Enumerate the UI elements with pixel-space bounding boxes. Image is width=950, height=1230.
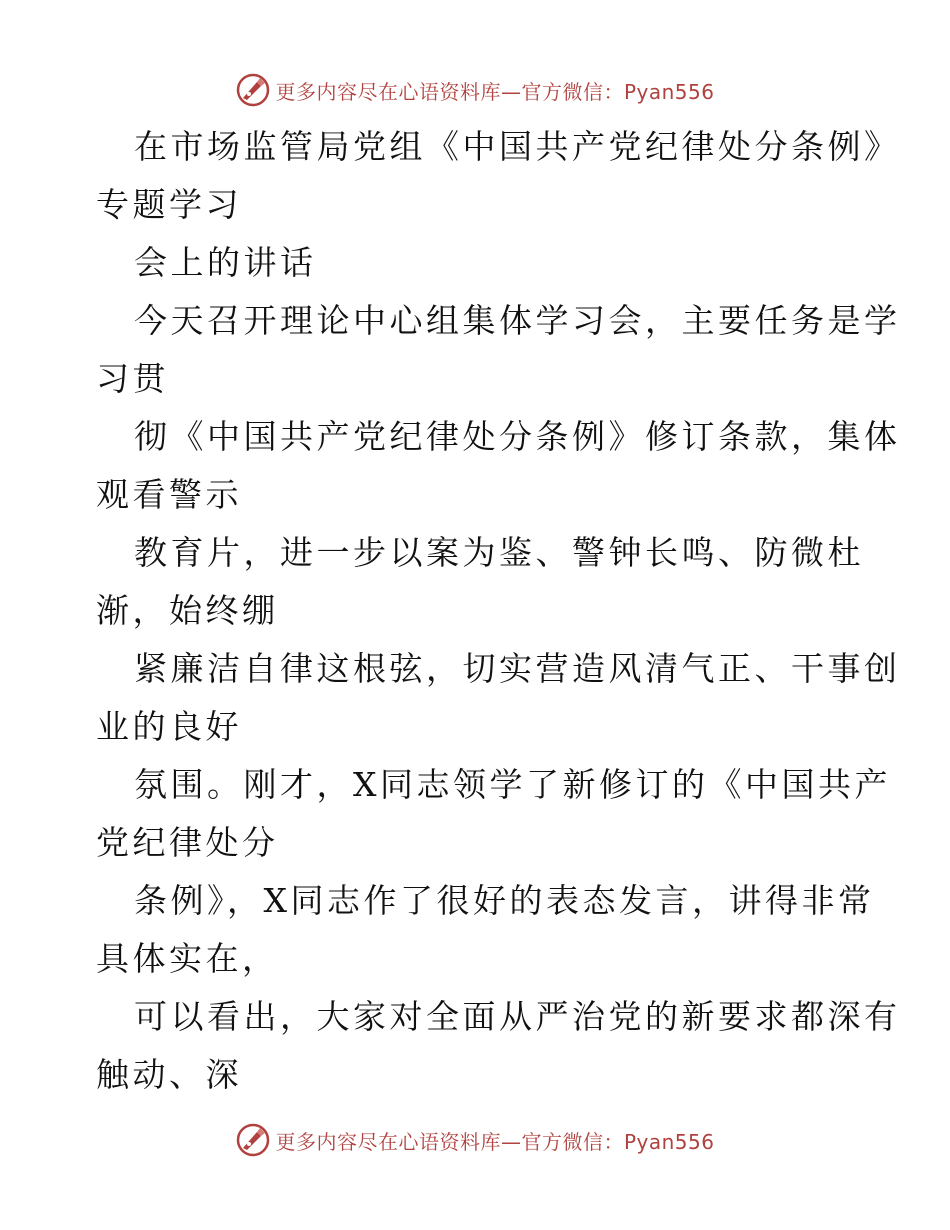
header-watermark	[0, 70, 950, 110]
watermark-text: 更多内容尽在心语资料库—官方微信：Pyan556	[275, 79, 715, 104]
paragraph-line: 可以看出，大家对全面从严治党的新要求都深有	[134, 997, 901, 1036]
paragraph-line: 彻《中国共产党纪律处分条例》修订条款，集体	[134, 417, 901, 456]
paragraph-line: 今天召开理论中心组集体学习会，主要任务是学	[134, 301, 901, 340]
paragraph-line: 会上的讲话	[134, 243, 317, 282]
paragraph-line: 在市场监管局党组《中国共产党纪律处分条例》	[134, 127, 901, 166]
paragraph-line: 专题学习	[96, 185, 242, 224]
paragraph-line: 党纪律处分	[96, 823, 279, 862]
paragraph-line: 渐，始终绷	[96, 591, 279, 630]
paragraph-line: 条例》，X同志作了很好的表态发言，讲得非常	[134, 881, 875, 920]
pen-logo-icon	[235, 72, 271, 108]
paragraph-line: 具体实在，	[96, 939, 279, 978]
paragraph-line: 习贯	[96, 359, 169, 398]
paragraph-line: 业的良好	[96, 707, 242, 746]
paragraph-line: 触动、深	[96, 1055, 242, 1094]
pen-logo-icon	[235, 1122, 271, 1158]
paragraph-line: 观看警示	[96, 475, 242, 514]
footer-watermark	[0, 1120, 950, 1160]
paragraph-line: 紧廉洁自律这根弦，切实营造风清气正、干事创	[134, 649, 901, 688]
watermark-text: 更多内容尽在心语资料库—官方微信：Pyan556	[275, 1129, 715, 1154]
paragraph-line: 氛围。刚才，X同志领学了新修订的《中国共产	[134, 765, 891, 804]
paragraph-line: 教育片，进一步以案为鉴、警钟长鸣、防微杜	[134, 533, 864, 572]
